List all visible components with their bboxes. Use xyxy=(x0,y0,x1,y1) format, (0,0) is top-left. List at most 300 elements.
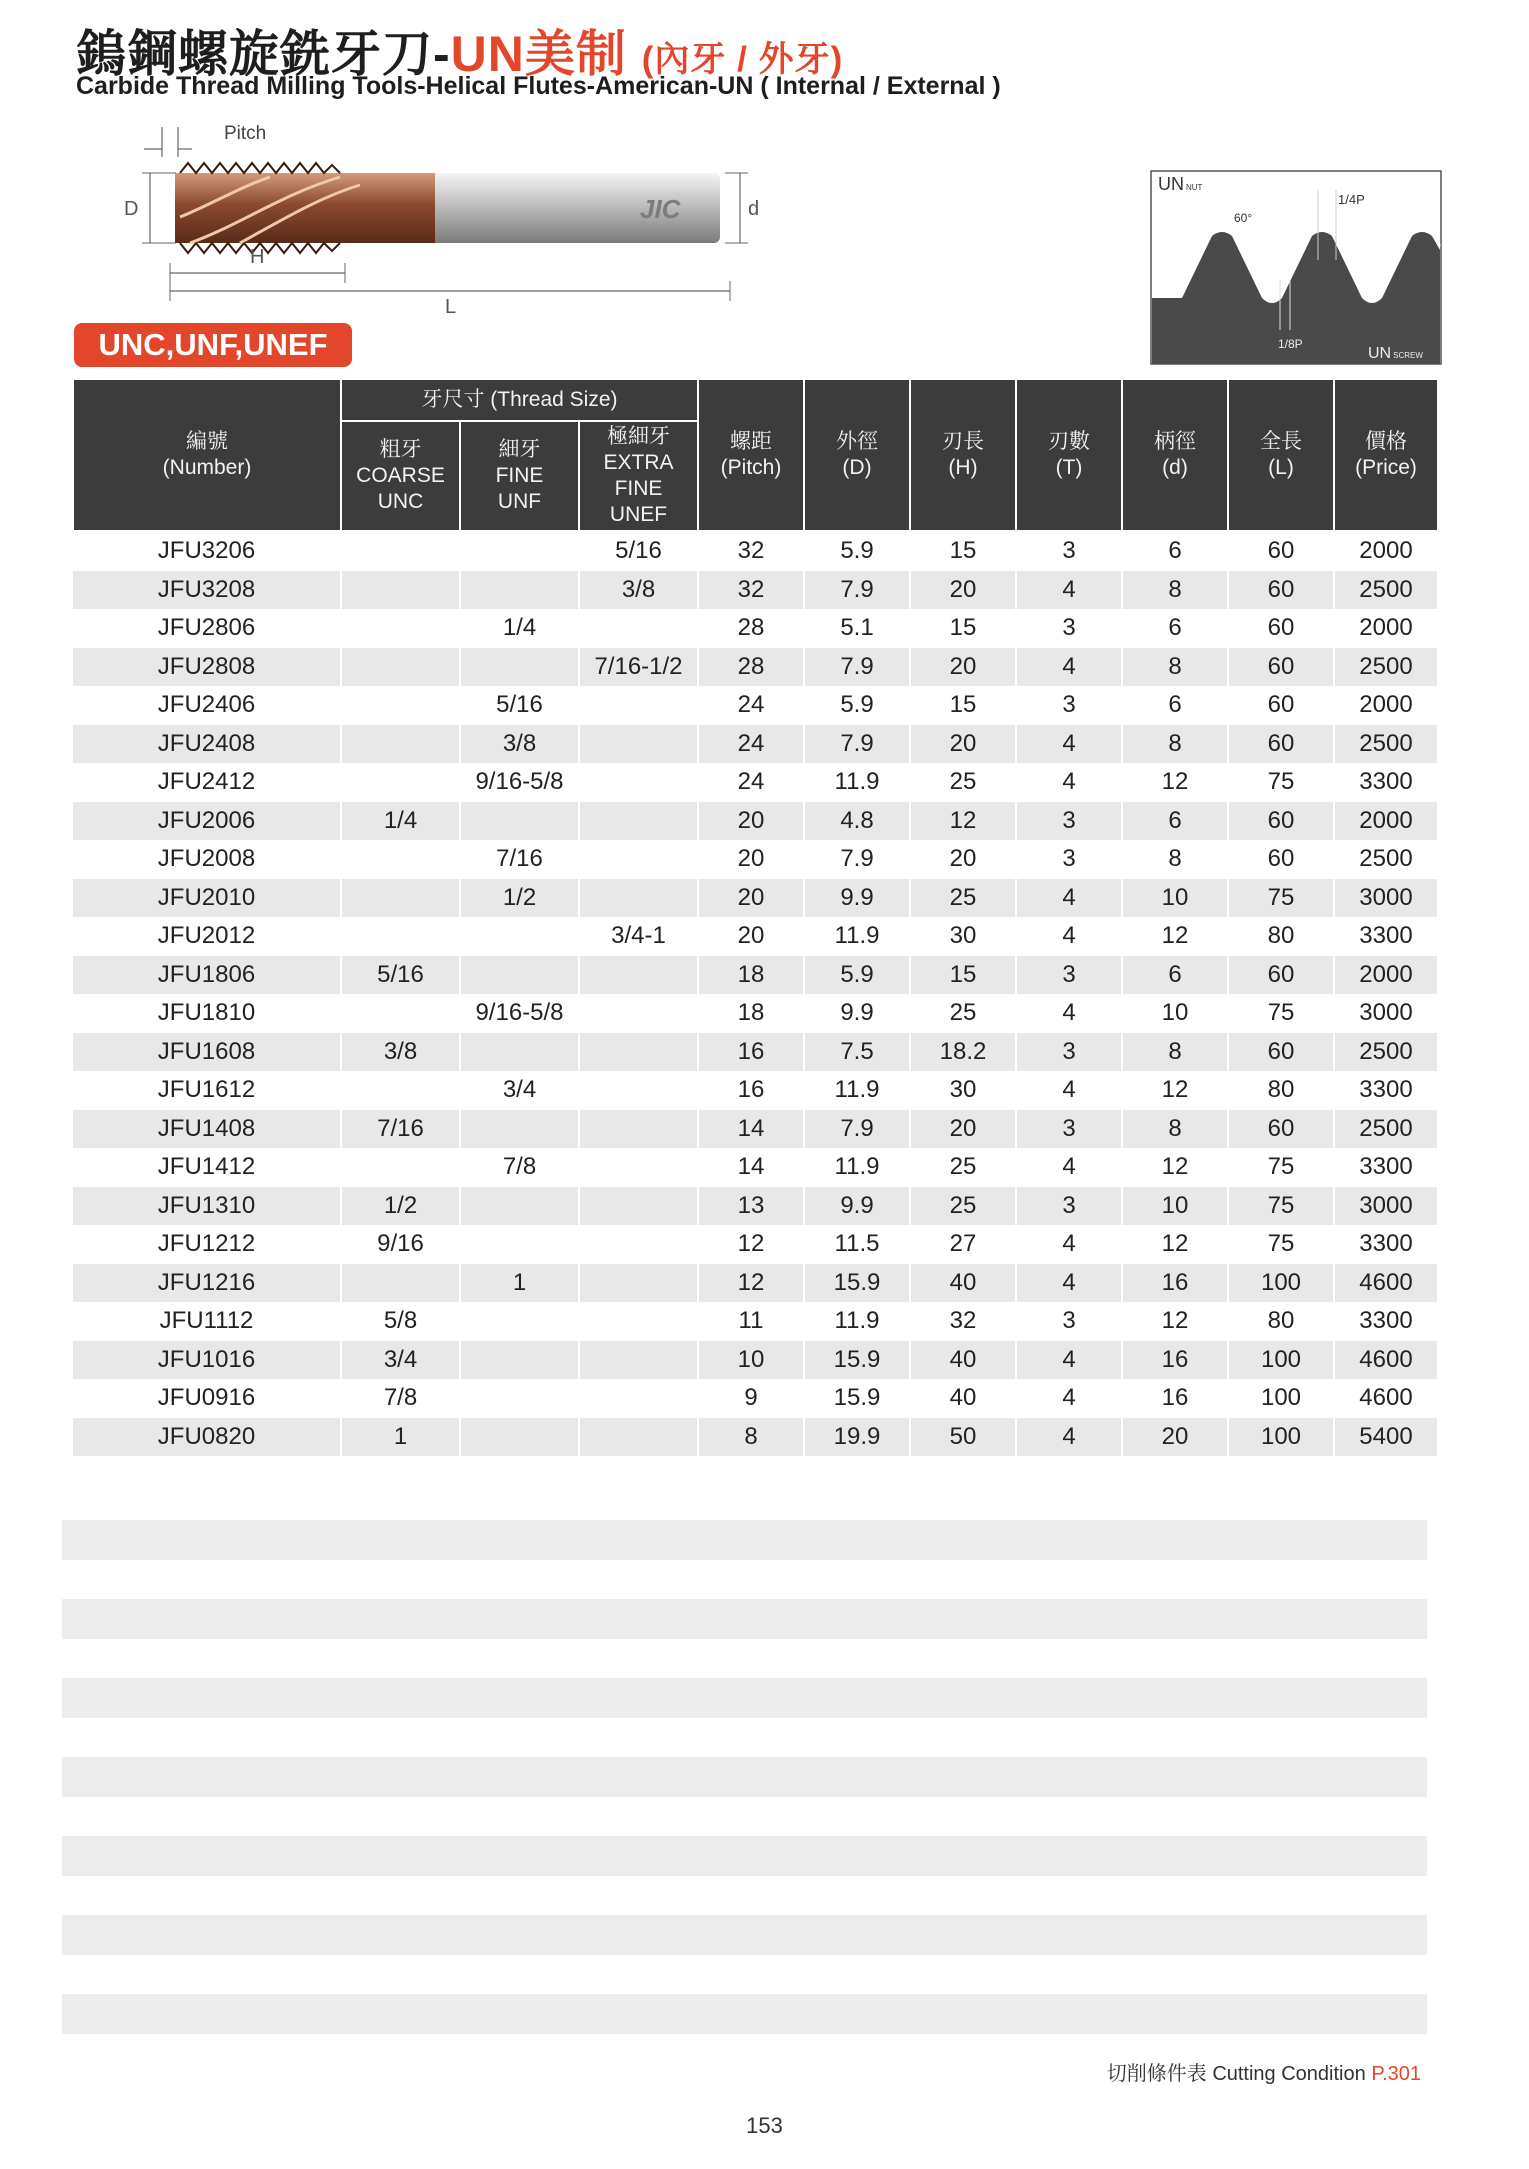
table-row xyxy=(73,1148,1438,1187)
col-fine-unf: 細牙 FINE UNF xyxy=(460,421,579,531)
cell-d: 15.9 xyxy=(804,1341,910,1380)
cell-number: JFU1810 xyxy=(73,994,341,1033)
cell-number: JFU1016 xyxy=(73,1341,341,1380)
cell-unf xyxy=(460,1379,579,1418)
cell-unf xyxy=(460,1341,579,1380)
table-row xyxy=(73,802,1438,841)
table-row xyxy=(73,879,1438,918)
cell-number: JFU2008 xyxy=(73,840,341,879)
cell-price: 2500 xyxy=(1334,648,1438,687)
cell-h: 30 xyxy=(910,1071,1016,1110)
cell-price: 2000 xyxy=(1334,802,1438,841)
cell-pitch: 28 xyxy=(698,609,804,648)
cell-t: 4 xyxy=(1016,879,1122,918)
cell-pitch: 14 xyxy=(698,1148,804,1187)
cell-unf xyxy=(460,1302,579,1341)
col-pitch: 螺距 (Pitch) xyxy=(698,379,804,531)
cell-l: 80 xyxy=(1228,917,1334,956)
cell-h: 30 xyxy=(910,917,1016,956)
cell-number: JFU1112 xyxy=(73,1302,341,1341)
cell-d: 7.5 xyxy=(804,1033,910,1072)
table-row xyxy=(73,763,1438,802)
cell-t: 4 xyxy=(1016,763,1122,802)
empty-row-stripe xyxy=(62,1757,1427,1797)
cell-h: 25 xyxy=(910,994,1016,1033)
cell-l: 75 xyxy=(1228,763,1334,802)
cell-l: 100 xyxy=(1228,1341,1334,1380)
cell-d: 5.9 xyxy=(804,956,910,995)
table-row xyxy=(73,609,1438,648)
cutting-en: Cutting Condition xyxy=(1212,2063,1366,2085)
cell-price: 4600 xyxy=(1334,1264,1438,1303)
cell-number: JFU2012 xyxy=(73,917,341,956)
col-coarse-unc: 粗牙 COARSE UNC xyxy=(341,421,460,531)
cell-t: 4 xyxy=(1016,1379,1122,1418)
cell-unf xyxy=(460,802,579,841)
cell-pitch: 24 xyxy=(698,763,804,802)
cell-unc: 3/8 xyxy=(341,1033,460,1072)
cell-d: 11.9 xyxy=(804,1302,910,1341)
cell-number: JFU2406 xyxy=(73,686,341,725)
cell-d: 7.9 xyxy=(804,1110,910,1149)
cell-shank: 20 xyxy=(1122,1418,1228,1457)
dim-h: H xyxy=(250,246,265,268)
cell-unf xyxy=(460,1110,579,1149)
table-row xyxy=(73,686,1438,725)
col-price: 價格 (Price) xyxy=(1334,379,1438,531)
cell-t: 4 xyxy=(1016,1148,1122,1187)
cell-shank: 12 xyxy=(1122,1225,1228,1264)
cell-unef xyxy=(579,840,698,879)
cell-shank: 16 xyxy=(1122,1264,1228,1303)
cell-h: 15 xyxy=(910,531,1016,571)
cell-d: 11.5 xyxy=(804,1225,910,1264)
cell-unc xyxy=(341,763,460,802)
cell-unf: 9/16-5/8 xyxy=(460,763,579,802)
cell-pitch: 12 xyxy=(698,1225,804,1264)
cell-d: 4.8 xyxy=(804,802,910,841)
cell-price: 3300 xyxy=(1334,763,1438,802)
cell-l: 60 xyxy=(1228,802,1334,841)
cell-pitch: 14 xyxy=(698,1110,804,1149)
cell-h: 15 xyxy=(910,686,1016,725)
table-row xyxy=(73,917,1438,956)
cell-d: 7.9 xyxy=(804,571,910,610)
cell-pitch: 9 xyxy=(698,1379,804,1418)
un-screw-label: UN xyxy=(1368,345,1392,362)
cell-unef xyxy=(579,1341,698,1380)
eighth-pitch-label: 1/8P xyxy=(1278,337,1303,351)
cell-price: 2500 xyxy=(1334,571,1438,610)
cell-l: 75 xyxy=(1228,879,1334,918)
cell-h: 40 xyxy=(910,1379,1016,1418)
cell-h: 40 xyxy=(910,1264,1016,1303)
cell-shank: 16 xyxy=(1122,1341,1228,1380)
cell-unf: 1/2 xyxy=(460,879,579,918)
cell-unef xyxy=(579,879,698,918)
cell-number: JFU2808 xyxy=(73,648,341,687)
cell-number: JFU1806 xyxy=(73,956,341,995)
col-thread-size: 牙尺寸 (Thread Size) xyxy=(341,379,698,421)
cell-unc xyxy=(341,917,460,956)
table-row xyxy=(73,1110,1438,1149)
cell-unef xyxy=(579,802,698,841)
cell-shank: 6 xyxy=(1122,802,1228,841)
cell-l: 60 xyxy=(1228,571,1334,610)
cell-unef xyxy=(579,686,698,725)
cell-t: 3 xyxy=(1016,531,1122,571)
cell-unc xyxy=(341,571,460,610)
cell-shank: 12 xyxy=(1122,1071,1228,1110)
table-row xyxy=(73,725,1438,764)
cell-price: 3000 xyxy=(1334,1187,1438,1226)
cell-h: 20 xyxy=(910,725,1016,764)
cell-t: 4 xyxy=(1016,994,1122,1033)
cell-h: 25 xyxy=(910,763,1016,802)
cell-t: 4 xyxy=(1016,1341,1122,1380)
cell-unc: 7/8 xyxy=(341,1379,460,1418)
cell-h: 15 xyxy=(910,609,1016,648)
cell-number: JFU1612 xyxy=(73,1071,341,1110)
cell-pitch: 24 xyxy=(698,686,804,725)
cell-unc: 1/4 xyxy=(341,802,460,841)
table-row xyxy=(73,1225,1438,1264)
cell-d: 9.9 xyxy=(804,994,910,1033)
cell-h: 50 xyxy=(910,1418,1016,1457)
cell-price: 2000 xyxy=(1334,531,1438,571)
cell-number: JFU1412 xyxy=(73,1148,341,1187)
cell-price: 2500 xyxy=(1334,725,1438,764)
cell-t: 3 xyxy=(1016,609,1122,648)
title-un: UN美制 xyxy=(450,26,627,82)
cell-unef xyxy=(579,763,698,802)
cell-price: 3300 xyxy=(1334,1225,1438,1264)
cell-shank: 8 xyxy=(1122,1110,1228,1149)
table-row xyxy=(73,1264,1438,1303)
cell-unef xyxy=(579,1302,698,1341)
cell-price: 3300 xyxy=(1334,1071,1438,1110)
cell-l: 60 xyxy=(1228,956,1334,995)
cell-l: 60 xyxy=(1228,609,1334,648)
cell-pitch: 18 xyxy=(698,994,804,1033)
cell-d: 9.9 xyxy=(804,879,910,918)
cell-unf xyxy=(460,531,579,571)
cell-unf xyxy=(460,1418,579,1457)
cell-d: 7.9 xyxy=(804,648,910,687)
cell-l: 60 xyxy=(1228,840,1334,879)
cell-number: JFU2408 xyxy=(73,725,341,764)
title-main: 鎢鋼螺旋銑牙刀- xyxy=(76,26,451,82)
cell-h: 20 xyxy=(910,648,1016,687)
cell-d: 11.9 xyxy=(804,1148,910,1187)
cell-unef xyxy=(579,1264,698,1303)
cell-shank: 10 xyxy=(1122,1187,1228,1226)
cell-unf: 5/16 xyxy=(460,686,579,725)
un-nut-label: UN xyxy=(1158,174,1184,194)
cell-h: 32 xyxy=(910,1302,1016,1341)
cell-d: 11.9 xyxy=(804,763,910,802)
tool-diagram xyxy=(120,125,760,315)
cell-price: 3300 xyxy=(1334,1302,1438,1341)
cell-unef xyxy=(579,1110,698,1149)
cell-unf xyxy=(460,648,579,687)
cell-t: 4 xyxy=(1016,1418,1122,1457)
cell-pitch: 32 xyxy=(698,571,804,610)
cell-pitch: 16 xyxy=(698,1071,804,1110)
table-row xyxy=(73,1341,1438,1380)
table-row xyxy=(73,994,1438,1033)
cell-shank: 8 xyxy=(1122,648,1228,687)
cell-d: 11.9 xyxy=(804,1071,910,1110)
cell-price: 5400 xyxy=(1334,1418,1438,1457)
cell-unf: 1/4 xyxy=(460,609,579,648)
cell-unf xyxy=(460,571,579,610)
empty-row-stripe xyxy=(62,1678,1427,1718)
cell-price: 3300 xyxy=(1334,917,1438,956)
cell-pitch: 20 xyxy=(698,840,804,879)
cell-d: 11.9 xyxy=(804,917,910,956)
table-row xyxy=(73,1302,1438,1341)
table-row xyxy=(73,1187,1438,1226)
cell-l: 100 xyxy=(1228,1418,1334,1457)
angle-label: 60° xyxy=(1234,211,1253,225)
cell-number: JFU1212 xyxy=(73,1225,341,1264)
cell-t: 3 xyxy=(1016,802,1122,841)
cell-unef xyxy=(579,1148,698,1187)
cell-unf xyxy=(460,956,579,995)
cell-shank: 16 xyxy=(1122,1379,1228,1418)
cell-pitch: 18 xyxy=(698,956,804,995)
empty-row-stripe xyxy=(62,1836,1427,1876)
cell-l: 60 xyxy=(1228,725,1334,764)
un-nut-sub: NUT xyxy=(1186,183,1203,192)
table-row xyxy=(73,531,1438,571)
cell-l: 60 xyxy=(1228,531,1334,571)
cell-t: 3 xyxy=(1016,1033,1122,1072)
dim-d-big: D xyxy=(124,198,139,220)
table-row xyxy=(73,956,1438,995)
cell-unc xyxy=(341,531,460,571)
cell-price: 3000 xyxy=(1334,879,1438,918)
cell-unef xyxy=(579,1187,698,1226)
cell-pitch: 20 xyxy=(698,879,804,918)
cell-h: 40 xyxy=(910,1341,1016,1380)
cell-t: 4 xyxy=(1016,1264,1122,1303)
cell-shank: 6 xyxy=(1122,609,1228,648)
cell-unf: 7/16 xyxy=(460,840,579,879)
col-outer-diameter: 外徑 (D) xyxy=(804,379,910,531)
cell-t: 4 xyxy=(1016,1071,1122,1110)
cell-l: 60 xyxy=(1228,686,1334,725)
table-row xyxy=(73,1418,1438,1457)
cell-unc: 3/4 xyxy=(341,1341,460,1380)
cell-price: 2000 xyxy=(1334,609,1438,648)
cell-unc xyxy=(341,609,460,648)
cell-unc: 1 xyxy=(341,1418,460,1457)
cell-d: 15.9 xyxy=(804,1264,910,1303)
cell-number: JFU1310 xyxy=(73,1187,341,1226)
table-row xyxy=(73,1033,1438,1072)
col-extra-fine-unef: 極細牙 EXTRA FINE UNEF xyxy=(579,421,698,531)
cell-t: 3 xyxy=(1016,686,1122,725)
cell-h: 20 xyxy=(910,840,1016,879)
cell-l: 60 xyxy=(1228,648,1334,687)
cell-t: 4 xyxy=(1016,725,1122,764)
cell-price: 4600 xyxy=(1334,1341,1438,1380)
empty-row-stripe xyxy=(62,1520,1427,1560)
cell-d: 9.9 xyxy=(804,1187,910,1226)
cell-d: 5.9 xyxy=(804,686,910,725)
cell-unf: 3/4 xyxy=(460,1071,579,1110)
cell-unef: 5/16 xyxy=(579,531,698,571)
cell-h: 12 xyxy=(910,802,1016,841)
cell-unc xyxy=(341,994,460,1033)
table-row xyxy=(73,648,1438,687)
cell-t: 4 xyxy=(1016,648,1122,687)
cell-shank: 8 xyxy=(1122,571,1228,610)
cell-unf: 9/16-5/8 xyxy=(460,994,579,1033)
page-number: 153 xyxy=(746,2113,783,2138)
cell-price: 2000 xyxy=(1334,956,1438,995)
page-subtitle: Carbide Thread Milling Tools-Helical Flutes-American-UN ( Internal / External ) xyxy=(76,72,1001,100)
cell-t: 3 xyxy=(1016,840,1122,879)
cell-h: 27 xyxy=(910,1225,1016,1264)
cell-unc xyxy=(341,1071,460,1110)
col-total-length: 全長 (L) xyxy=(1228,379,1334,531)
cell-t: 3 xyxy=(1016,1302,1122,1341)
cell-unc xyxy=(341,725,460,764)
cell-price: 2500 xyxy=(1334,1033,1438,1072)
cell-pitch: 8 xyxy=(698,1418,804,1457)
cell-d: 15.9 xyxy=(804,1379,910,1418)
cell-pitch: 28 xyxy=(698,648,804,687)
cutting-condition-link[interactable] xyxy=(1107,2057,1421,2086)
cell-d: 19.9 xyxy=(804,1418,910,1457)
cell-unc xyxy=(341,879,460,918)
cell-shank: 10 xyxy=(1122,879,1228,918)
cell-l: 80 xyxy=(1228,1302,1334,1341)
cell-unef xyxy=(579,609,698,648)
title-paren: (內牙 / 外牙) xyxy=(641,40,844,79)
cell-price: 2500 xyxy=(1334,840,1438,879)
cell-shank: 6 xyxy=(1122,956,1228,995)
table-row xyxy=(73,571,1438,610)
empty-row-stripe xyxy=(62,1994,1427,2034)
cell-shank: 12 xyxy=(1122,763,1228,802)
cell-unf: 1 xyxy=(460,1264,579,1303)
cell-pitch: 10 xyxy=(698,1341,804,1380)
cell-unc: 5/16 xyxy=(341,956,460,995)
cell-shank: 10 xyxy=(1122,994,1228,1033)
cell-l: 60 xyxy=(1228,1110,1334,1149)
cell-unef xyxy=(579,1379,698,1418)
cell-shank: 12 xyxy=(1122,917,1228,956)
cell-l: 75 xyxy=(1228,1187,1334,1226)
cell-t: 4 xyxy=(1016,917,1122,956)
cell-unf: 3/8 xyxy=(460,725,579,764)
cell-number: JFU2010 xyxy=(73,879,341,918)
cell-l: 75 xyxy=(1228,1148,1334,1187)
un-thread-profile-diagram xyxy=(1150,170,1442,365)
cell-unc: 5/8 xyxy=(341,1302,460,1341)
cell-pitch: 13 xyxy=(698,1187,804,1226)
cell-price: 4600 xyxy=(1334,1379,1438,1418)
cell-unef xyxy=(579,725,698,764)
cell-shank: 12 xyxy=(1122,1148,1228,1187)
series-badge: UNC,UNF,UNEF xyxy=(74,323,352,367)
cell-shank: 6 xyxy=(1122,686,1228,725)
cell-unf: 7/8 xyxy=(460,1148,579,1187)
empty-row-stripe xyxy=(62,1599,1427,1639)
cell-pitch: 24 xyxy=(698,725,804,764)
cell-number: JFU0916 xyxy=(73,1379,341,1418)
cell-shank: 8 xyxy=(1122,725,1228,764)
cell-shank: 8 xyxy=(1122,840,1228,879)
col-flutes: 刃數 (T) xyxy=(1016,379,1122,531)
cell-l: 100 xyxy=(1228,1379,1334,1418)
cell-unef xyxy=(579,1033,698,1072)
cell-number: JFU1216 xyxy=(73,1264,341,1303)
cell-price: 2500 xyxy=(1334,1110,1438,1149)
cell-unf xyxy=(460,917,579,956)
spec-table xyxy=(72,378,1439,1456)
quarter-pitch-label: 1/4P xyxy=(1338,192,1365,207)
cell-unc xyxy=(341,840,460,879)
table-row xyxy=(73,840,1438,879)
cell-number: JFU0820 xyxy=(73,1418,341,1457)
cell-h: 25 xyxy=(910,1187,1016,1226)
cell-number: JFU2806 xyxy=(73,609,341,648)
dim-l: L xyxy=(445,296,457,315)
cell-unf xyxy=(460,1187,579,1226)
cell-t: 3 xyxy=(1016,1187,1122,1226)
cell-shank: 6 xyxy=(1122,531,1228,571)
cell-unc: 1/2 xyxy=(341,1187,460,1226)
cell-unef xyxy=(579,1225,698,1264)
cell-l: 75 xyxy=(1228,1225,1334,1264)
cell-d: 5.9 xyxy=(804,531,910,571)
cell-t: 4 xyxy=(1016,571,1122,610)
cell-unef: 3/8 xyxy=(579,571,698,610)
table-row xyxy=(73,1379,1438,1418)
empty-row-stripe xyxy=(62,1915,1427,1955)
cell-shank: 12 xyxy=(1122,1302,1228,1341)
brand-logo: JIC xyxy=(640,194,681,224)
cell-unef: 3/4-1 xyxy=(579,917,698,956)
cutting-page-ref: P.301 xyxy=(1371,2063,1421,2085)
cell-l: 80 xyxy=(1228,1071,1334,1110)
cell-unef xyxy=(579,994,698,1033)
cell-h: 20 xyxy=(910,1110,1016,1149)
cell-unc: 7/16 xyxy=(341,1110,460,1149)
cell-unc xyxy=(341,1264,460,1303)
cell-unef xyxy=(579,956,698,995)
cell-number: JFU3206 xyxy=(73,531,341,571)
cell-h: 20 xyxy=(910,571,1016,610)
cell-pitch: 16 xyxy=(698,1033,804,1072)
cell-pitch: 20 xyxy=(698,802,804,841)
cell-t: 3 xyxy=(1016,956,1122,995)
cell-unc xyxy=(341,686,460,725)
cell-shank: 8 xyxy=(1122,1033,1228,1072)
cell-number: JFU1408 xyxy=(73,1110,341,1149)
table-row xyxy=(73,1071,1438,1110)
cell-number: JFU2412 xyxy=(73,763,341,802)
cell-h: 18.2 xyxy=(910,1033,1016,1072)
cell-h: 25 xyxy=(910,879,1016,918)
cell-unef xyxy=(579,1418,698,1457)
cell-unef xyxy=(579,1071,698,1110)
